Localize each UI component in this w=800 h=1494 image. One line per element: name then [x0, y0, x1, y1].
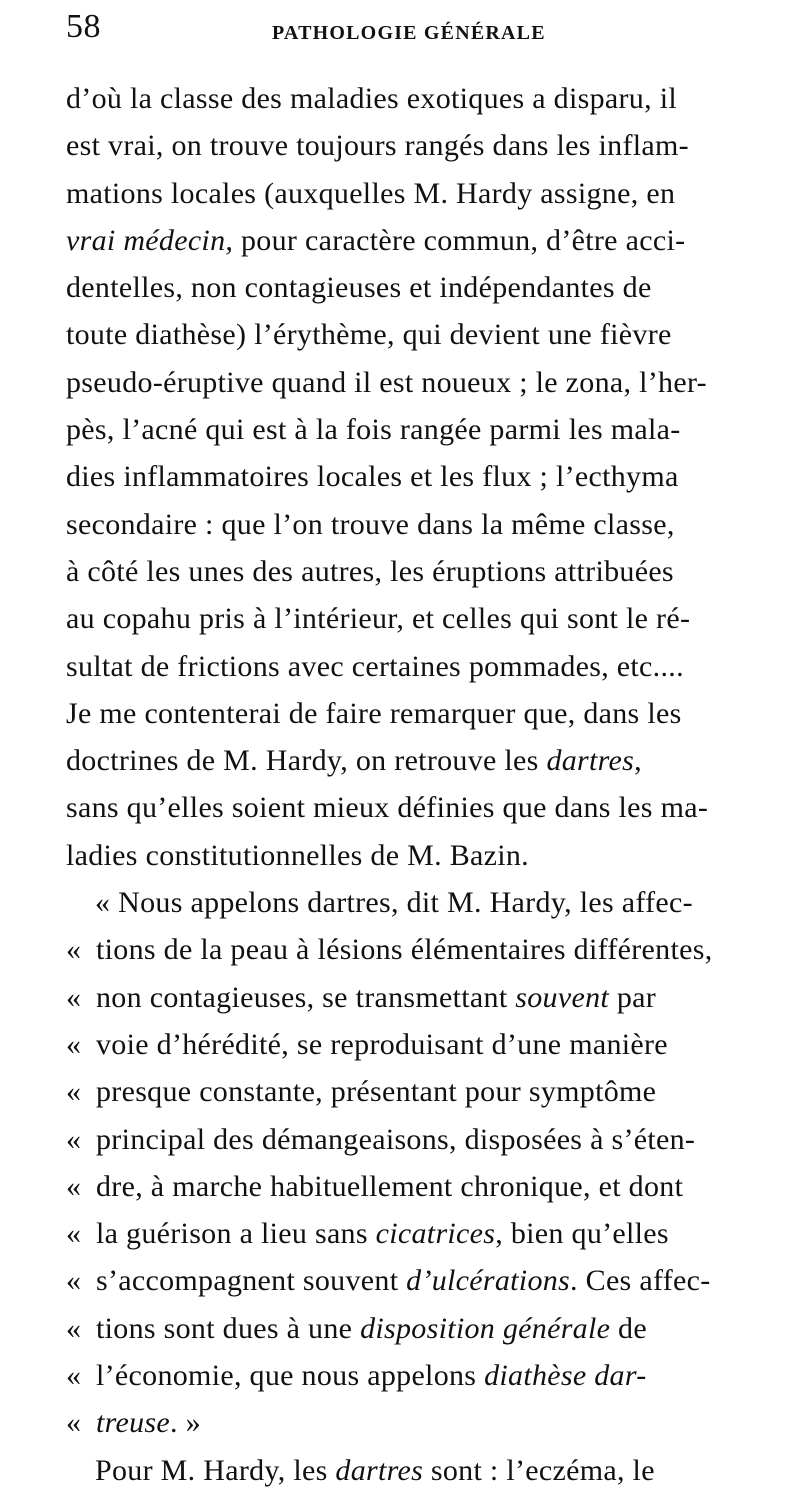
quote-line: « tions de la peau à lésions élémentaires différentes,	[66, 933, 713, 967]
running-head: PATHOLOGIE GÉNÉRALE	[272, 22, 546, 44]
page-header	[0, 8, 800, 68]
quote-line: « principal des démangeaisons, disposées à s’éten-	[66, 1122, 696, 1156]
text-line: pseudo-éruptive quand il est noueux ; le zona, l’her-	[66, 365, 707, 399]
quote-line: « non contagieuses, se transmettant souvent par	[66, 980, 657, 1014]
text-line: secondaire : que l’on trouve dans la même classe,	[66, 507, 675, 541]
quote-line: « Nous appelons dartres, dit M. Hardy, les affec-	[95, 886, 693, 920]
quote-line: « presque constante, présentant pour symptôme	[66, 1075, 657, 1109]
text-line: Je me contenterai de faire remarquer que, dans les	[66, 696, 682, 730]
body-text	[66, 75, 746, 1494]
text-line: dies inflammatoires locales et les flux ; l’ecthyma	[66, 460, 679, 494]
text-line: toute diathèse) l’érythème, qui devient une fièvre	[66, 318, 672, 352]
text-line: d’où la classe des maladies exotiques a disparu, il	[66, 82, 677, 115]
text-line: pès, l’acné qui est à la fois rangée parmi les mala-	[66, 413, 681, 447]
text-line: à côté les unes des autres, les éruptions attribuées	[66, 554, 674, 588]
quote-line: « s’accompagnent souvent d’ulcérations. Ces affec-	[66, 1264, 711, 1298]
quote-line: « la guérison a lieu sans cicatrices, bien qu’elles	[66, 1217, 669, 1251]
quote-line: « treuse. »	[66, 1406, 201, 1440]
text-line: vrai médecin, pour caractère commun, d’être acci-	[66, 223, 686, 257]
text-line: doctrines de M. Hardy, on retrouve les dartres,	[66, 744, 642, 778]
quote-line: « l’économie, que nous appelons diathèse dar-	[66, 1359, 647, 1393]
quote-line: « tions sont dues à une disposition générale de	[66, 1311, 647, 1345]
text-line: mations locales (auxquelles M. Hardy assigne, en	[66, 176, 676, 210]
text-line: sultat de frictions avec certaines pommades, etc....	[66, 649, 684, 683]
text-line: ladies constitutionnelles de M. Bazin.	[66, 838, 529, 872]
text-line: au copahu pris à l’intérieur, et celles qui sont le ré-	[66, 602, 691, 636]
quote-line: « voie d’hérédité, se reproduisant d’une manière	[66, 1027, 668, 1061]
text-line: Pour M. Hardy, les dartres sont : l’eczéma, le	[95, 1453, 655, 1487]
text-line: sans qu’elles soient mieux définies que dans les ma-	[66, 791, 709, 825]
page-number: 58	[66, 8, 101, 45]
quote-line: « dre, à marche habituellement chronique, et dont	[66, 1169, 684, 1203]
text-line: dentelles, non contagieuses et indépendantes de	[66, 271, 652, 305]
text-line: est vrai, on trouve toujours rangés dans les inflam-	[66, 129, 689, 163]
